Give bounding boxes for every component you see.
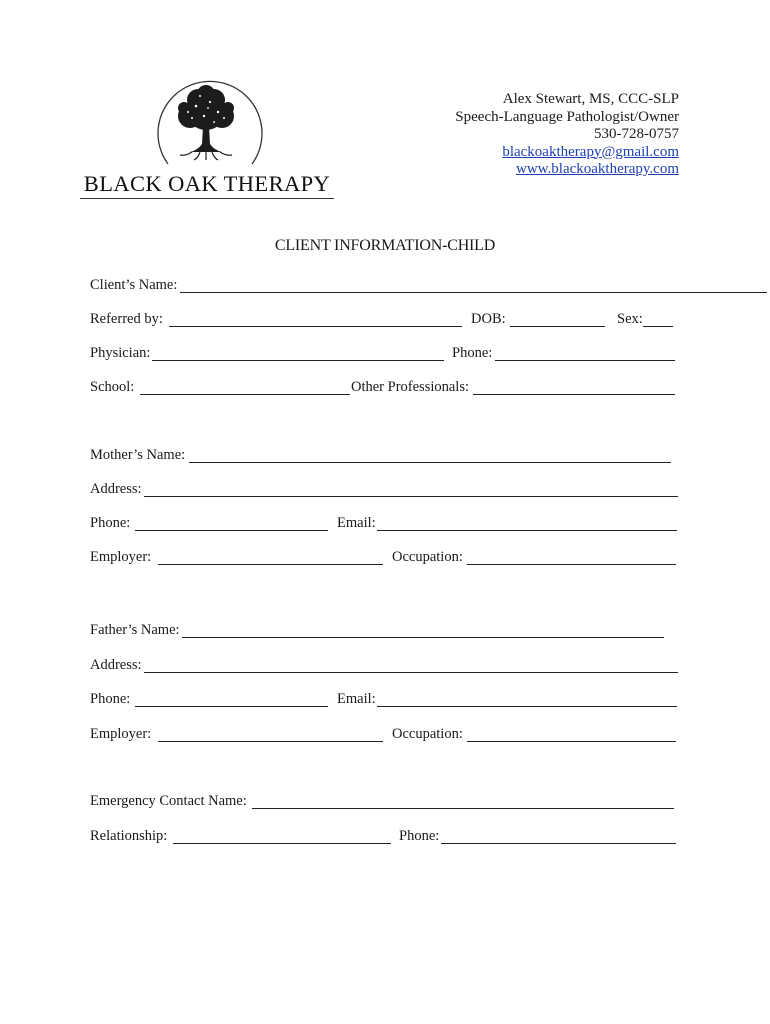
father-phone-label: Phone:: [90, 691, 131, 707]
client-name-field[interactable]: [180, 292, 767, 293]
mother-name-field[interactable]: [189, 462, 671, 463]
sex-field[interactable]: [643, 326, 673, 327]
school-field[interactable]: [140, 394, 350, 395]
logo-underline: [80, 198, 334, 199]
mother-address-field[interactable]: [144, 496, 678, 497]
referred-by-label: Referred by:: [90, 311, 163, 327]
mother-address-label: Address:: [90, 481, 142, 497]
physician-phone-label: Phone:: [452, 345, 493, 361]
emergency-phone-field[interactable]: [441, 843, 676, 844]
mother-email-label: Email:: [337, 515, 376, 531]
mother-phone-field[interactable]: [135, 530, 328, 531]
contact-phone: 530-728-0757: [594, 126, 679, 142]
referred-by-field[interactable]: [169, 326, 462, 327]
emergency-contact-label: Emergency Contact Name:: [90, 793, 247, 809]
father-phone-field[interactable]: [135, 706, 328, 707]
father-occupation-field[interactable]: [467, 741, 676, 742]
mother-name-label: Mother’s Name:: [90, 447, 186, 463]
form-title: CLIENT INFORMATION-CHILD: [274, 237, 496, 254]
relationship-field[interactable]: [173, 843, 391, 844]
mother-phone-label: Phone:: [90, 515, 131, 531]
father-name-label: Father’s Name:: [90, 622, 180, 638]
mother-email-field[interactable]: [377, 530, 677, 531]
contact-name: Alex Stewart, MS, CCC-SLP: [502, 91, 679, 107]
contact-block: [455, 91, 679, 179]
contact-website-link[interactable]: www.blackoaktherapy.com: [516, 161, 679, 177]
company-logo: [78, 78, 336, 202]
mother-occupation-field[interactable]: [467, 564, 676, 565]
mother-occupation-label: Occupation:: [392, 549, 463, 565]
mother-employer-label: Employer:: [90, 549, 152, 565]
father-employer-label: Employer:: [90, 726, 152, 742]
physician-field[interactable]: [152, 360, 444, 361]
physician-phone-field[interactable]: [495, 360, 675, 361]
contact-email-link[interactable]: blackoaktherapy@gmail.com: [502, 143, 679, 160]
other-professionals-field[interactable]: [473, 394, 675, 395]
father-address-label: Address:: [90, 657, 142, 673]
father-email-field[interactable]: [377, 706, 677, 707]
father-name-field[interactable]: [182, 637, 664, 638]
mother-employer-field[interactable]: [158, 564, 383, 565]
oak-tree-icon: [148, 78, 266, 170]
father-employer-field[interactable]: [158, 741, 383, 742]
father-email-label: Email:: [337, 691, 376, 707]
client-name-label: Client’s Name:: [90, 277, 178, 293]
logo-text: BLACK OAK THERAPY: [83, 171, 331, 196]
father-address-field[interactable]: [144, 672, 678, 673]
sex-label: Sex:: [617, 311, 643, 327]
school-label: School:: [90, 379, 135, 395]
dob-label: DOB:: [471, 311, 506, 327]
father-occupation-label: Occupation:: [392, 726, 463, 742]
emergency-contact-field[interactable]: [252, 808, 674, 809]
other-professionals-label: Other Professionals:: [351, 379, 469, 395]
emergency-phone-label: Phone:: [399, 828, 440, 844]
contact-title: Speech-Language Pathologist/Owner: [455, 108, 679, 125]
dob-field[interactable]: [510, 326, 605, 327]
relationship-label: Relationship:: [90, 828, 168, 844]
physician-label: Physician:: [90, 345, 151, 361]
